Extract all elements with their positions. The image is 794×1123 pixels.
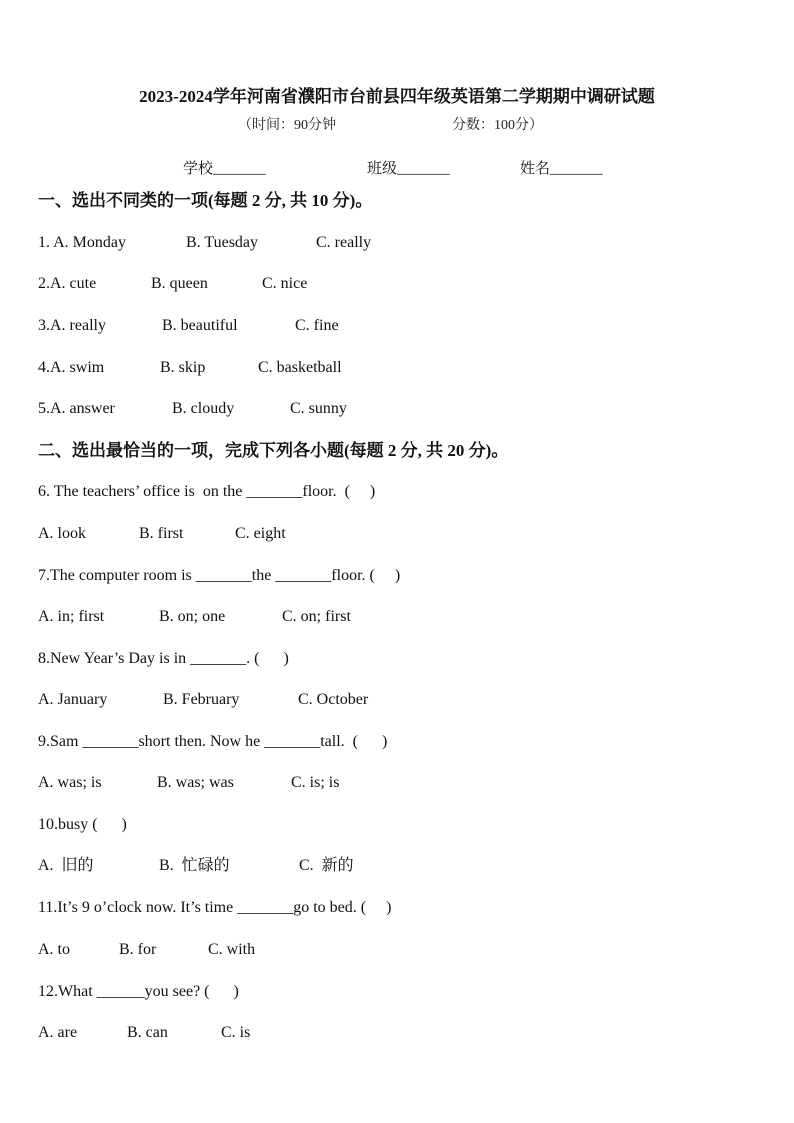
option-c: C. sunny <box>290 400 347 417</box>
option-c: C. basketball <box>258 359 342 376</box>
total-score: 分数：100分） <box>452 118 543 133</box>
option-b: B. 忙碌的 <box>159 857 230 874</box>
option-a: A. was; is <box>38 774 102 791</box>
option-b: B. was; was <box>157 774 234 791</box>
option-c: C. on; first <box>282 608 351 625</box>
option-a: 2.A. cute <box>38 275 97 292</box>
question-stem: 10.busy ( ) <box>38 816 127 833</box>
option-b: B. cloudy <box>172 400 235 417</box>
option-b: B. first <box>139 525 184 542</box>
question-stem: 12.What ______you see? ( ) <box>38 983 239 1000</box>
option-b: B. queen <box>151 275 208 292</box>
option-a: A. look <box>38 525 86 542</box>
option-a: A. to <box>38 941 70 958</box>
option-a: A. are <box>38 1024 78 1041</box>
school-field: 学校_______ <box>183 161 266 177</box>
exam-title: 2023-2024学年河南省濮阳市台前县四年级英语第二学期期中调研试题 <box>139 87 655 106</box>
question-stem: 8.New Year’s Day is in _______. ( ) <box>38 650 289 667</box>
time-limit: （时间：90分钟 <box>238 118 336 133</box>
question-stem: 9.Sam _______short then. Now he _______tall. ( ) <box>38 733 388 750</box>
option-a: 1. A. Monday <box>38 234 126 251</box>
option-a: 4.A. swim <box>38 359 105 376</box>
option-c: C. with <box>208 941 256 958</box>
option-b: B. on; one <box>159 608 226 625</box>
option-a: A. in; first <box>38 608 105 625</box>
option-c: C. nice <box>262 275 308 292</box>
question-stem: 11.It’s 9 o’clock now. It’s time _______go to bed. ( ) <box>38 899 392 916</box>
option-b: B. for <box>119 941 157 958</box>
option-c: C. eight <box>235 525 286 542</box>
option-b: B. beautiful <box>162 317 238 334</box>
option-b: B. February <box>163 691 240 708</box>
option-c: C. is <box>221 1024 251 1041</box>
name-field: 姓名_______ <box>520 161 603 177</box>
option-c: C. October <box>298 691 369 708</box>
section-1-heading: 一、选出不同类的一项(每题 2 分, 共 10 分)。 <box>38 191 373 210</box>
option-a: A. 旧的 <box>38 857 94 874</box>
option-a: 3.A. really <box>38 317 106 334</box>
option-b: B. Tuesday <box>186 234 259 251</box>
option-a: A. January <box>38 691 108 708</box>
option-c: C. is; is <box>291 774 340 791</box>
option-b: B. skip <box>160 359 206 376</box>
class-field: 班级_______ <box>367 161 450 177</box>
section-2-heading: 二、选出最恰当的一项，完成下列各小题(每题 2 分, 共 20 分)。 <box>38 441 509 460</box>
option-c: C. fine <box>295 317 339 334</box>
option-c: C. 新的 <box>299 857 354 874</box>
option-b: B. can <box>127 1024 168 1041</box>
question-stem: 6. The teachers’ office is on the _______floor. ( ) <box>38 483 376 500</box>
option-c: C. really <box>316 234 372 251</box>
option-a: 5.A. answer <box>38 400 115 417</box>
question-stem: 7.The computer room is _______the _______floor. ( ) <box>38 567 401 584</box>
